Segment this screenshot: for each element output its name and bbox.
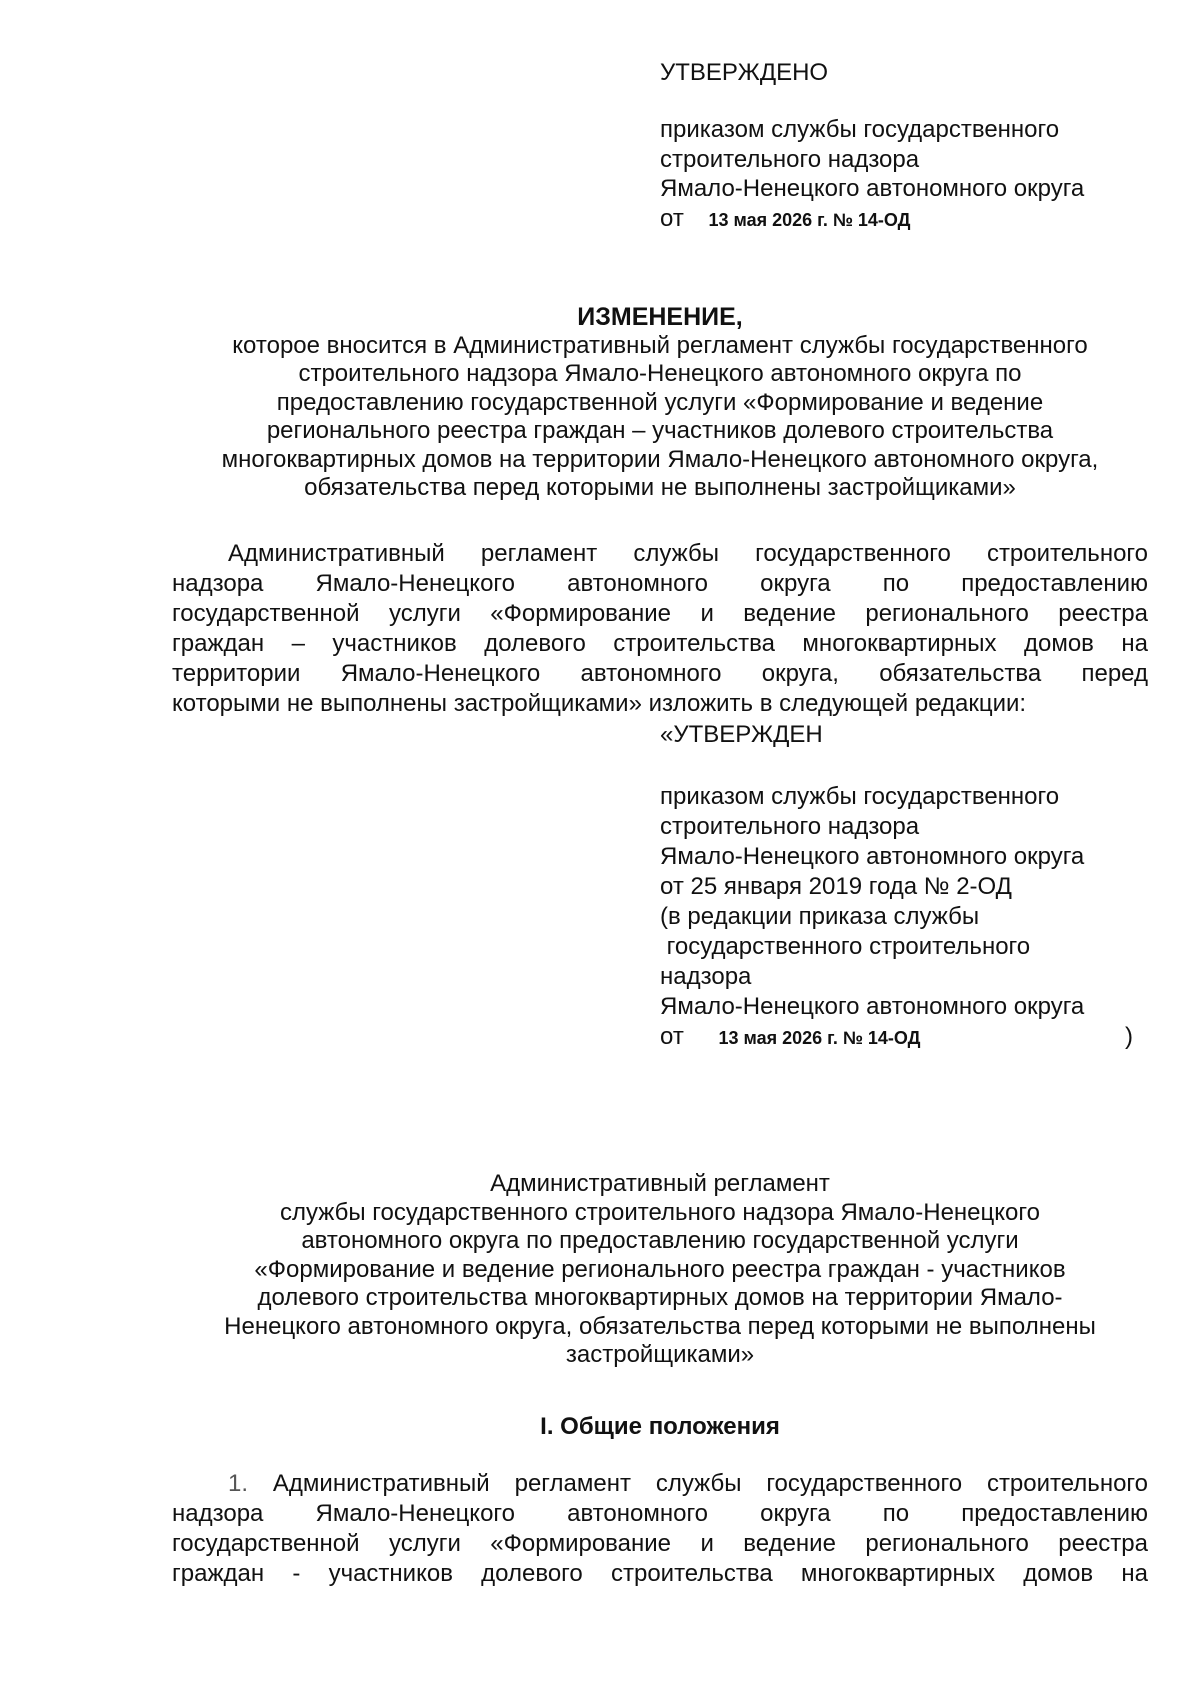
change-line-4: регионального реестра граждан – участников долевого строительства <box>266 417 1054 444</box>
approved2-line-3: Ямало-Ненецкого автономного округа <box>660 843 1085 870</box>
change-line-1: которое вносится в Административный регламент службы государственного <box>232 331 1088 359</box>
change-line-2: строительного надзора Ямало-Ненецкого автономного округа по <box>298 360 1022 387</box>
item-1-line-2: надзора Ямало-Ненецкого автономного округа по предоставлению <box>172 1500 1148 1527</box>
paragraph-line-3: государственной услуги «Формирование и ведение регионального реестра <box>172 600 1148 627</box>
change-title: ИЗМЕНЕНИЕ, <box>577 303 743 331</box>
closing-paren: ) <box>1125 1023 1133 1050</box>
approved2-from-label: от <box>660 1023 684 1050</box>
paragraph-line-1: Административный регламент службы государственного строительного <box>228 540 1148 567</box>
approved2-line-2: строительного надзора <box>660 813 920 840</box>
paragraph-line-4: граждан – участников долевого строительства многоквартирных домов на <box>172 630 1148 657</box>
order-date: 13 мая 2026 г. № 14-ОД <box>708 210 911 230</box>
regulation-line-3: автономного округа по предоставлению государственной услуги <box>301 1227 1019 1254</box>
regulation-line-5: долевого строительства многоквартирных домов на территории Ямало- <box>257 1284 1063 1311</box>
regulation-line-1: Административный регламент <box>490 1170 830 1197</box>
change-line-6: обязательства перед которыми не выполнены застройщиками» <box>304 474 1016 501</box>
header-date-line <box>660 204 911 235</box>
header-line-2: строительного надзора <box>660 146 920 173</box>
paragraph-line-2: надзора Ямало-Ненецкого автономного округа по предоставлению <box>172 570 1148 597</box>
from-label: от <box>660 205 684 232</box>
change-line-3: предоставлению государственной услуги «Формирование и ведение <box>276 388 1044 416</box>
item-number: 1. <box>228 1470 249 1497</box>
approved2-line-8: Ямало-Ненецкого автономного округа <box>660 993 1085 1020</box>
item-1-line-3: государственной услуги «Формирование и ведение регионального реестра <box>172 1530 1148 1557</box>
regulation-title-block <box>170 1170 1150 1370</box>
item-1-line-1 <box>172 1469 1148 1499</box>
section-1-item-1 <box>172 1469 1148 1589</box>
header-line-3: Ямало-Ненецкого автономного округа <box>660 175 1085 202</box>
approved2-line-1: приказом службы государственного <box>660 783 1060 810</box>
approved2-line-7: надзора <box>660 963 752 990</box>
section-1-heading-block <box>170 1413 1150 1442</box>
item-1-line-1-text: Административный регламент службы государственного строительного <box>272 1470 1148 1497</box>
paragraph-line-5: территории Ямало-Ненецкого автономного округа, обязательства перед <box>172 660 1148 687</box>
section-1-title: I. Общие положения <box>540 1413 780 1440</box>
approved-label: УТВЕРЖДЕНО <box>660 59 829 86</box>
paragraph-main <box>172 539 1148 719</box>
header-line-1: приказом службы государственного <box>660 116 1060 143</box>
approved2-line-4: от 25 января 2019 года № 2-ОД <box>660 873 1012 900</box>
approved2-title: «УТВЕРЖДЕН <box>660 721 823 748</box>
regulation-line-4: «Формирование и ведение регионального реестра граждан - участников <box>254 1255 1066 1283</box>
approved2-line-6: государственного строительного <box>660 933 1031 960</box>
approved2-line-5: (в редакции приказа службы <box>660 903 980 930</box>
regulation-line-7: застройщиками» <box>565 1341 755 1368</box>
approved2-date-line <box>660 1022 1140 1053</box>
approved2-order-date: 13 мая 2026 г. № 14-ОД <box>718 1028 921 1048</box>
change-block <box>170 303 1150 503</box>
item-1-line-4: граждан - участников долевого строительства многоквартирных домов на <box>172 1560 1148 1587</box>
regulation-line-6: Ненецкого автономного округа, обязательства перед которыми не выполнены <box>224 1312 1096 1340</box>
regulation-line-2: службы государственного строительного надзора Ямало-Ненецкого <box>280 1198 1040 1226</box>
change-line-5: многоквартирных домов на территории Ямало-Ненецкого автономного округа, <box>221 445 1099 473</box>
paragraph-line-6: которыми не выполнены застройщиками» изложить в следующей редакции: <box>172 690 1027 717</box>
